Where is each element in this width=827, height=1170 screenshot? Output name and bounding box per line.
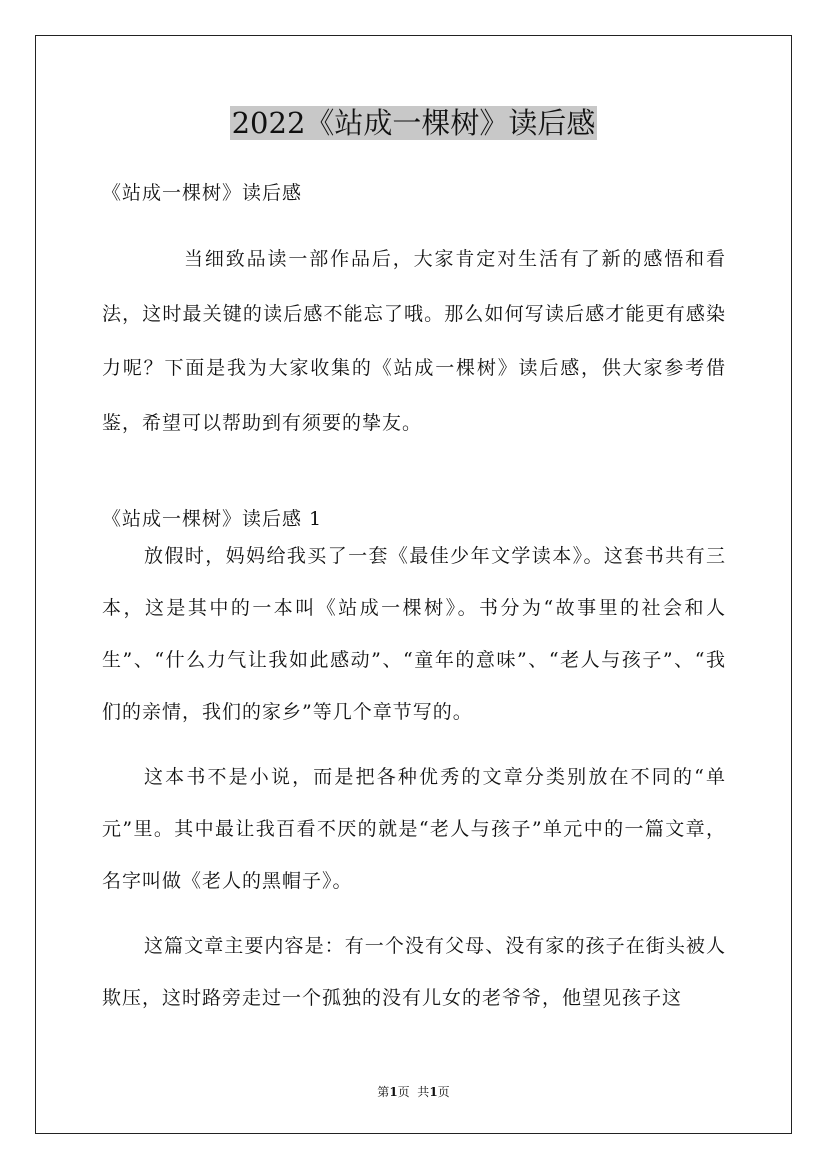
page-footer [0,1083,827,1101]
footer-prefix: 第 [377,1085,390,1099]
section-heading: 《站成一棵树》读后感 1 [102,508,323,530]
footer-total-pages: 1 [429,1085,438,1099]
body-paragraph: 这本书不是小说，而是把各种优秀的文章分类别放在不同的“单元”里。其中最让我百看不厌的就是“老人与孩子”单元中的一篇文章，名字叫做《老人的黑帽子》。 [102,766,726,892]
document-title-text: 2022《站成一棵树》读后感 [231,106,596,140]
document-subtitle: 《站成一棵树》读后感 [102,182,303,204]
section-body [102,530,726,1037]
footer-page-number: 1 [389,1085,398,1099]
footer-mid: 页 共 [397,1085,430,1099]
intro-paragraph: 当细致品读一部作品后，大家肯定对生活有了新的感悟和看法，这时最关键的读后感不能忘了哦。那么如何写读后感才能更有感染力呢？下面是我为大家收集的《站成一棵树》读后感，供大家参考借鉴，希望可以帮助到有须要的挚友。 [102,248,726,434]
body-paragraph: 放假时，妈妈给我买了一套《最佳少年文学读本》。这套书共有三本，这是其中的一本叫《站成一棵树》。书分为“故事里的社会和人生”、“什么力气让我如此感动”、“童年的意味”、“老人与孩子”、“我们的亲情，我们的家乡”等几个章节写的。 [102,545,726,723]
footer-suffix: 页 [437,1085,450,1099]
body-paragraph: 这篇文章主要内容是：有一个没有父母、没有家的孩子在街头被人欺压，这时路旁走过一个孤独的没有儿女的老爷爷，他望见孩子这 [102,935,726,1009]
document-title [0,102,827,144]
